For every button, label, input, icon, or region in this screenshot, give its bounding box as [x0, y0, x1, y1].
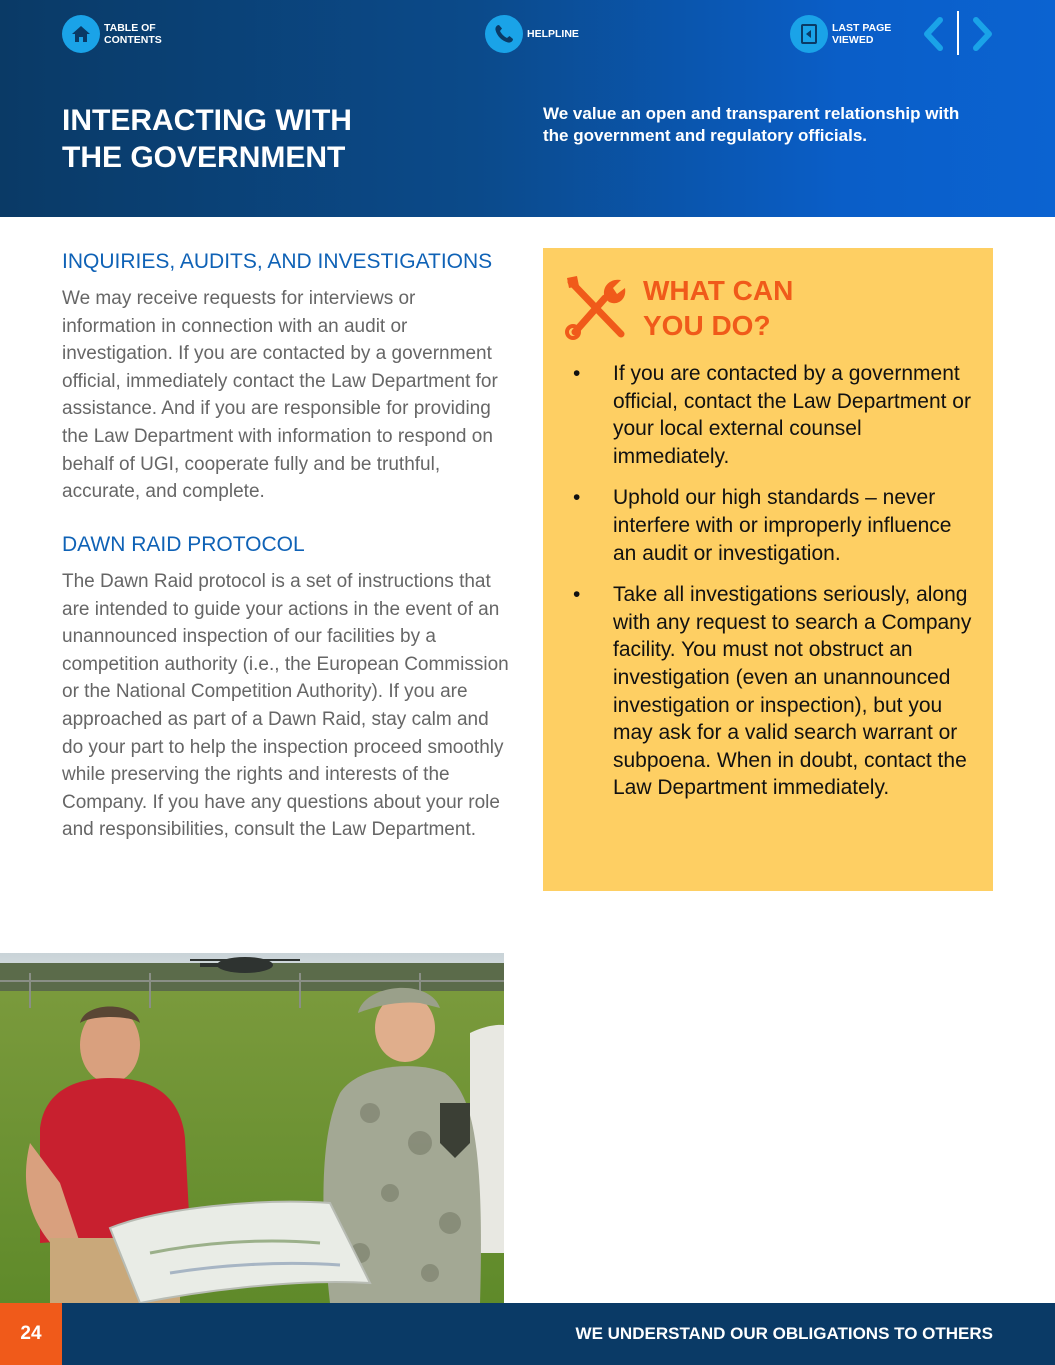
home-icon — [62, 15, 100, 53]
what-can-you-do-callout — [543, 248, 993, 891]
next-page-button[interactable] — [970, 14, 996, 54]
nav-divider — [957, 11, 959, 55]
footer-section-title: WE UNDERSTAND OUR OBLIGATIONS TO OTHERS — [575, 1324, 993, 1343]
section-heading-dawn-raid: DAWN RAID PROTOCOL — [62, 533, 305, 556]
table-of-contents-link[interactable] — [62, 15, 162, 53]
list-item-text: Uphold our high standards – never interfere with or improperly influence an audit or investigation. — [613, 486, 952, 565]
page-intro: We value an open and transparent relationship with the government and regulatory officials. — [543, 104, 960, 145]
tools-icon — [565, 274, 631, 340]
section-body-dawn-raid: The Dawn Raid protocol is a set of instructions that are intended to guide your actions in the event of an unannounced inspection of our facilities by a competition authority (i.e., the European Commission or the National Competition Authority). If you are approached as part of a Dawn Raid, stay calm and do your part to help the inspection proceed smoothly while preserving the rights and interests of the Company. If you have any questions about your role and responsibilities, consult the Law Department. — [62, 571, 509, 841]
chevron-left-icon — [922, 17, 944, 51]
page-header — [0, 0, 1055, 217]
bullet: • — [573, 583, 581, 607]
helpline-label: HELPLINE — [527, 28, 579, 40]
page-title: INTERACTING WITH THE GOVERNMENT — [62, 104, 352, 174]
previous-page-button[interactable] — [920, 14, 946, 54]
phone-icon — [485, 15, 523, 53]
section-body-inquiries: We may receive requests for interviews or information in connection with an audit or investigation. If you are contacted by a government official, immediately contact the Law Department for assistance. And if you are responsible for providing the Law Department with information to respond on behalf of UGI, cooperate fully and be truthful, accurate, and complete. — [62, 288, 498, 503]
last-page-viewed-link[interactable] — [790, 15, 891, 53]
bullet: • — [573, 486, 581, 510]
last-page-viewed-label: LAST PAGE VIEWED — [832, 22, 892, 46]
list-item-text: Take all investigations seriously, along with any request to search a Company facility. You must not obstruct an investigation (even an unannounced investigation or inspection), but you may ask for a valid search warrant or subpoena. When in doubt, contact the Law Department immediately. — [613, 583, 972, 800]
callout-title: WHAT CAN YOU DO? — [643, 275, 794, 341]
bullet: • — [573, 362, 581, 385]
helpline-link[interactable] — [485, 15, 579, 53]
list-item — [573, 484, 973, 567]
list-item — [573, 581, 973, 802]
page-footer — [0, 1303, 1055, 1365]
table-of-contents-label: TABLE OF CONTENTS — [104, 22, 162, 46]
chevron-right-icon — [972, 17, 994, 51]
list-item-text: If you are contacted by a government official, contact the Law Department or your local external counsel immediately. — [613, 362, 971, 468]
back-page-icon — [790, 15, 828, 53]
callout-list — [573, 360, 973, 816]
list-item — [573, 360, 973, 470]
page-number: 24 — [0, 1303, 62, 1365]
section-heading-inquiries: INQUIRIES, AUDITS, AND INVESTIGATIONS — [62, 250, 493, 273]
photo-men-with-map — [0, 953, 504, 1303]
